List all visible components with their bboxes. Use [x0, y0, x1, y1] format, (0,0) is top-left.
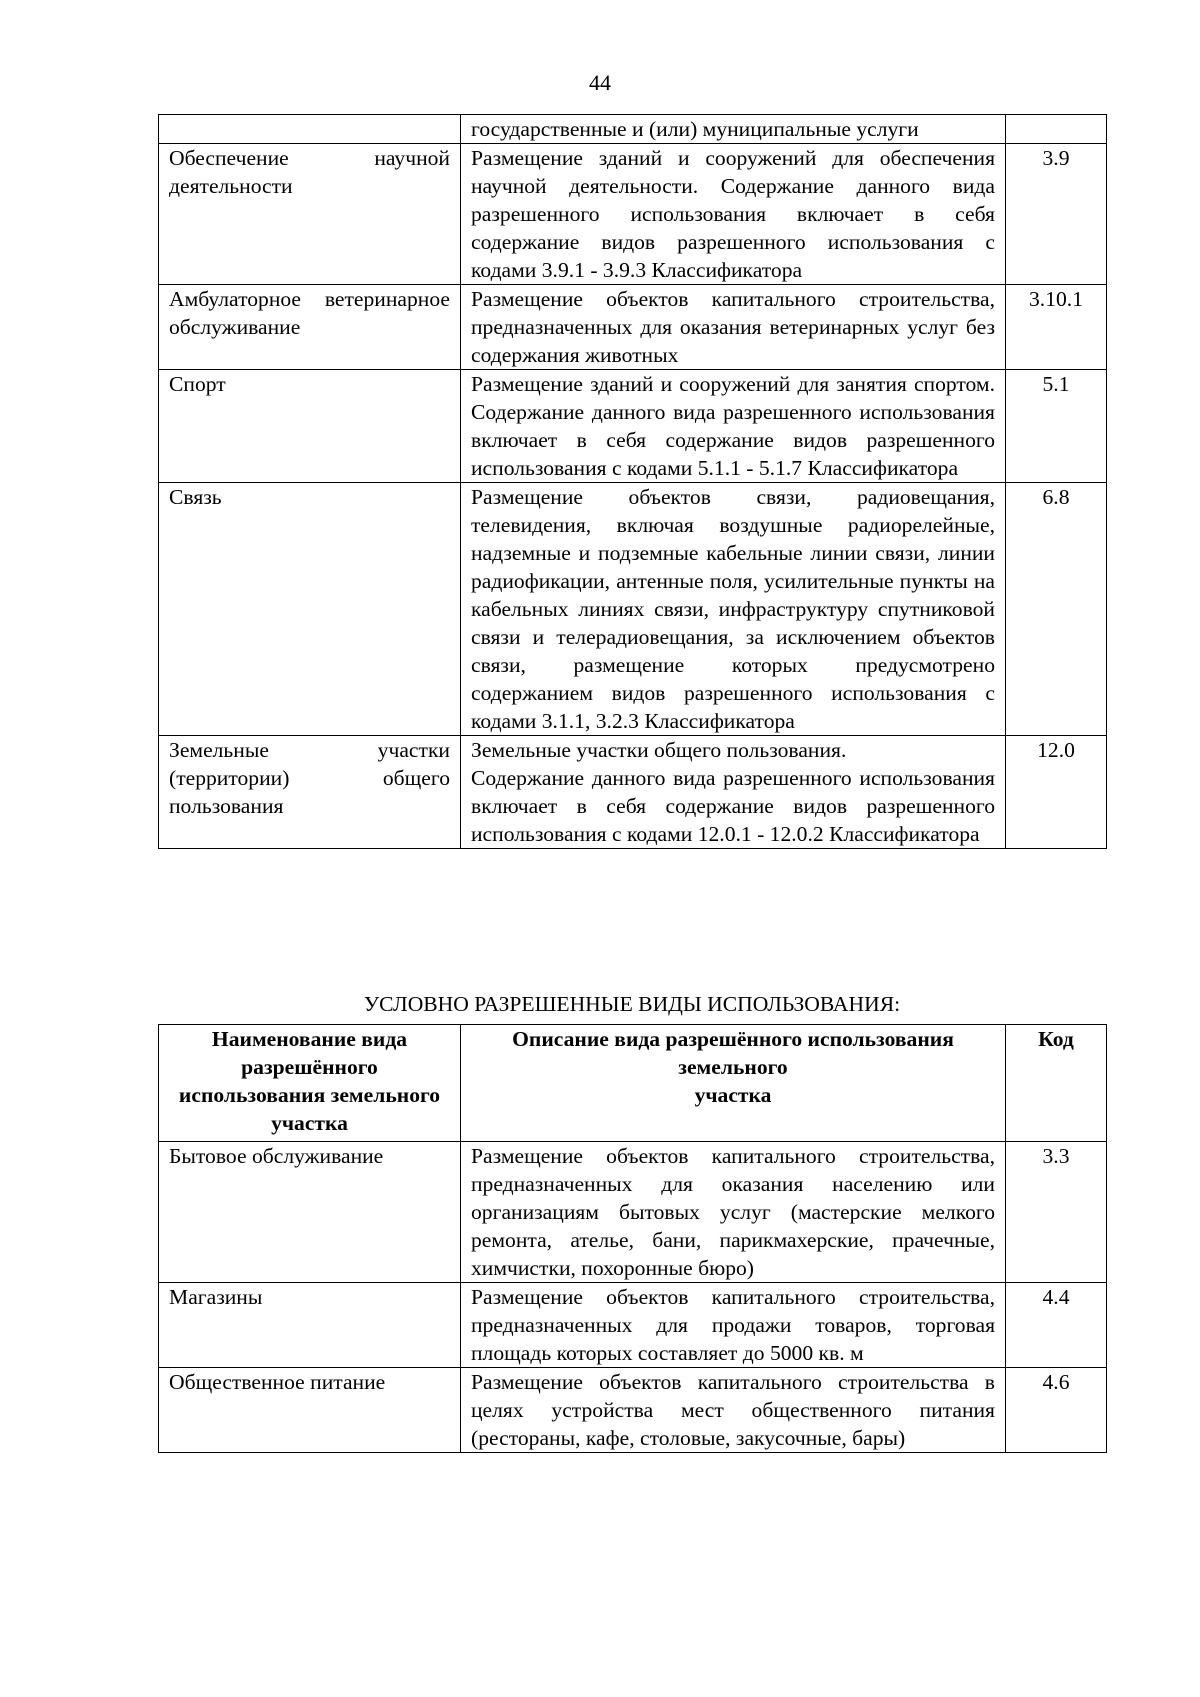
use-name-cell: Обеспечение научной деятельности [159, 144, 461, 285]
use-code-cell: 3.9 [1006, 144, 1107, 285]
column-header-description-line: участка [694, 1083, 772, 1107]
use-name-cell [159, 115, 461, 144]
use-code-cell: 5.1 [1006, 370, 1107, 483]
use-code-cell: 4.6 [1006, 1368, 1107, 1453]
section-title: УСЛОВНО РАЗРЕШЕННЫЕ ВИДЫ ИСПОЛЬЗОВАНИЯ: [363, 992, 901, 1016]
column-header-description-line: Описание вида разрешённого использования [512, 1027, 954, 1051]
column-header-code: Код [1006, 1025, 1107, 1142]
use-description-cell: Размещение объектов капитального строительства в целях устройства мест общественного питания (рестораны, кафе, столовые, закусочные, бары) [461, 1368, 1006, 1453]
use-description-cell: Размещение зданий и сооружений для занятия спортом. Содержание данного вида разрешенного использования включает в себя содержание видов разрешенного использования с кодами 5.1.1 - 5.1.7 Классификатора [461, 370, 1006, 483]
conditionally-permitted-uses-table [158, 1024, 1107, 1453]
use-description-paragraph: Содержание данного вида разрешенного использования включает в себя содержание видов разрешенного использования с кодами 12.0.1 - 12.0.2 Классификатора [471, 766, 995, 846]
use-name-cell: Магазины [159, 1283, 461, 1368]
use-code-cell: 3.10.1 [1006, 285, 1107, 370]
use-name-cell: Общественное питание [159, 1368, 461, 1453]
column-header-name: Наименование вида разрешённого использования земельного участка [159, 1025, 461, 1142]
use-code-cell [1006, 115, 1107, 144]
use-name-cell: Амбулаторное ветеринарное обслуживание [159, 285, 461, 370]
use-description-cell: Размещение объектов связи, радиовещания, телевидения, включая воздушные радиорелейные, надземные и подземные кабельные линии связи, линии радиофикации, антенные поля, усилительные пункты на кабельных линиях связи, инфраструктуру спутниковой связи и телерадиовещания, за исключением объектов связи, размещение которых предусмотрено содержанием видов разрешенного использования с кодами 3.1.1, 3.2.3 Классификатора [461, 483, 1006, 736]
column-header-description-line: земельного [678, 1055, 788, 1079]
table-row [159, 1142, 1107, 1283]
use-code-cell: 6.8 [1006, 483, 1107, 736]
use-description-cell: Размещение объектов капитального строительства, предназначенных для продажи товаров, торговая площадь которых составляет до 5000 кв. м [461, 1283, 1006, 1368]
use-description-cell: Размещение объектов капитального строительства, предназначенных для оказания населению или организациям бытовых услуг (мастерские мелкого ремонта, ателье, бани, парикмахерские, прачечные, химчистки, похоронные бюро) [461, 1142, 1006, 1283]
use-description-cell [461, 736, 1006, 849]
use-description-cell: Размещение зданий и сооружений для обеспечения научной деятельности. Содержание данного вида разрешенного использования включает в себя содержание видов разрешенного использования с кодами 3.9.1 - 3.9.3 Классификатора [461, 144, 1006, 285]
use-name-cell: Спорт [159, 370, 461, 483]
use-name-cell: Связь [159, 483, 461, 736]
page-number: 44 [589, 70, 611, 95]
use-description-cell: Размещение объектов капитального строительства, предназначенных для оказания ветеринарных услуг без содержания животных [461, 285, 1006, 370]
table-header-row [159, 1025, 1107, 1142]
table-row [159, 285, 1107, 370]
table-row [159, 1368, 1107, 1453]
use-code-cell: 12.0 [1006, 736, 1107, 849]
use-description-cell: государственные и (или) муниципальные услуги [461, 115, 1006, 144]
column-header-description [461, 1025, 1006, 1142]
table-row [159, 1283, 1107, 1368]
table-row [159, 115, 1107, 144]
table-row [159, 483, 1107, 736]
table-row [159, 736, 1107, 849]
permitted-uses-table-continued [158, 114, 1107, 849]
table-row [159, 370, 1107, 483]
use-code-cell: 4.4 [1006, 1283, 1107, 1368]
table-row [159, 144, 1107, 285]
use-code-cell: 3.3 [1006, 1142, 1107, 1283]
use-name-cell: Бытовое обслуживание [159, 1142, 461, 1283]
use-name-cell: Земельные участки (территории) общего пользования [159, 736, 461, 849]
use-description-line: Земельные участки общего пользования. [471, 738, 847, 762]
